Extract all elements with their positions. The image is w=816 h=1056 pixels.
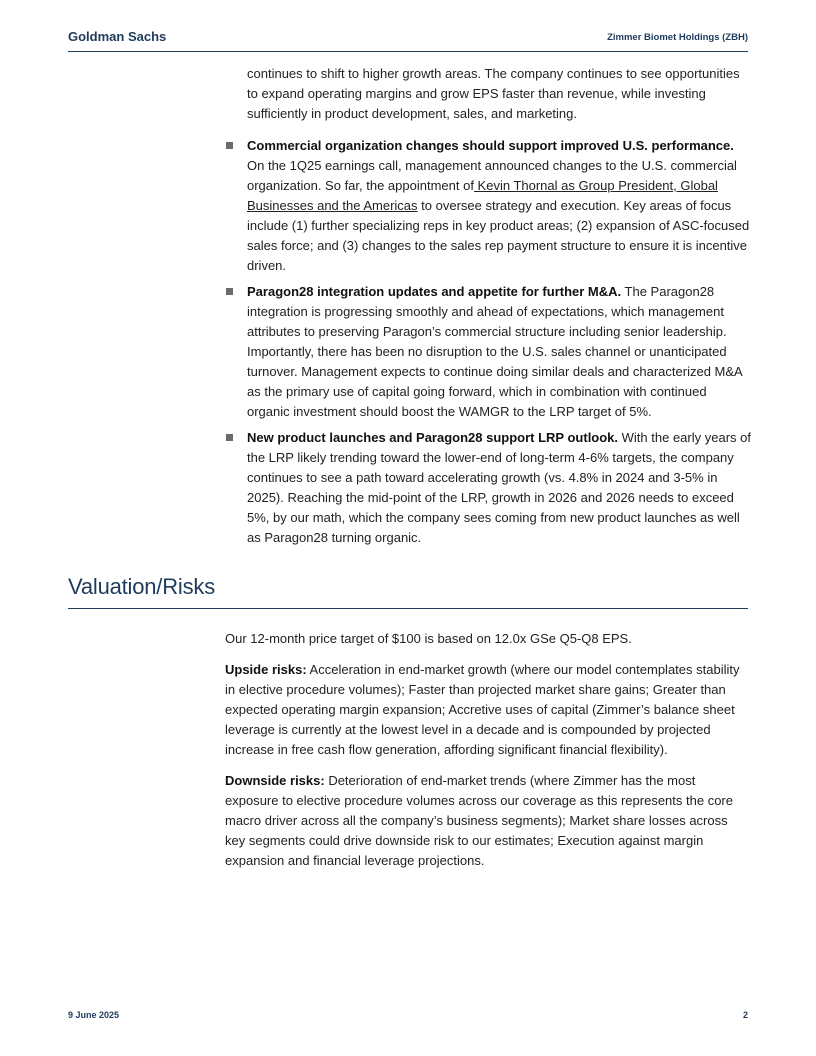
bullet-item [247,136,752,276]
price-target-paragraph: Our 12-month price target of $100 is based on 12.0x GSe Q5-Q8 EPS. [225,631,632,646]
bullet-text: to oversee strategy and execution. Key areas of focus include (1) further specializing reps in key product areas; (2) expansion of ASC-focused sales force; and (3) changes to the sales rep payment structure to ensure it is incentive driven. [247,198,750,273]
downside-risks-text: Deterioration of end-market trends (where Zimmer has the most exposure to elective procedure volumes across our coverage as this represents the core macro driver across all the company’s business segments); Market share losses across key segments could drive downside risk to our estimates; Execution against margin expansion and financial leverage projections. [225,773,733,868]
bullet-square-icon [226,288,233,295]
appointment-link[interactable]: Kevin Thornal as Group President, Global Businesses and the Americas [247,178,718,213]
downside-risks-label: Downside risks: [225,773,325,788]
bullet-list [247,136,752,554]
header-divider [68,51,748,52]
upside-risks-label: Upside risks: [225,662,307,677]
valuation-block [225,629,750,882]
bullet-text: With the early years of the LRP likely trending toward the lower-end of long-term 4-6% targets, the company continues to see a path toward accelerating growth (vs. 4.8% in 2024 and 3-5% in 2025). Reaching the mid-point of the LRP, growth in 2026 and 2026 needs to exceed 5%, by our math, which the company sees coming from new product launches as well as Paragon28 turning organic. [247,430,751,545]
upside-risks-text: Acceleration in end-market growth (where our model contemplates stability in elective procedure volumes); Faster than projected market share gains; Greater than expected operating margin expansion; Accretive uses of capital (Zimmer’s balance sheet leverage is currently at the lowest level in a decade and is compounded by projected increase in free cash flow generation, affording significant financial flexibility). [225,662,740,757]
bullet-item [247,428,752,548]
header-firm-name: Goldman Sachs [68,29,167,44]
upside-risks-paragraph [225,660,750,760]
downside-risks-paragraph [225,771,750,871]
bullet-item [247,282,752,422]
continuation-paragraph: continues to shift to higher growth areas. The company continues to see opportunities to expand operating margins and grow EPS faster than revenue, while investing sufficiently in product development, sales, and marketing. [247,66,740,121]
bullet-heading: New product launches and Paragon28 support LRP outlook. [247,430,619,445]
footer-date: 9 June 2025 [68,1010,120,1020]
bullet-square-icon [226,142,233,149]
bullet-text: On the 1Q25 earnings call, management announced changes to the U.S. commercial organization. So far, the appointment of [247,158,737,193]
bullet-heading: Paragon28 integration updates and appetite for further M&A. [247,284,622,299]
header-company-name: Zimmer Biomet Holdings (ZBH) [607,32,748,43]
bullet-heading: Commercial organization changes should support improved U.S. performance. [247,138,734,153]
bullet-square-icon [226,434,233,441]
section-title: Valuation/Risks [68,574,215,599]
section-divider [68,608,748,609]
bullet-text: The Paragon28 integration is progressing smoothly and ahead of expectations, which management attributes to preserving Paragon’s commercial structure including senior leadership. Importantly, there has been no disruption to the U.S. sales channel or unanticipated turnover. Management expects to continue doing similar deals and characterized M&A as the primary use of capital going forward, which in combination with continued organic investment should boost the WAMGR to the LRP target of 5%. [247,284,742,419]
page-number: 2 [742,1010,748,1020]
